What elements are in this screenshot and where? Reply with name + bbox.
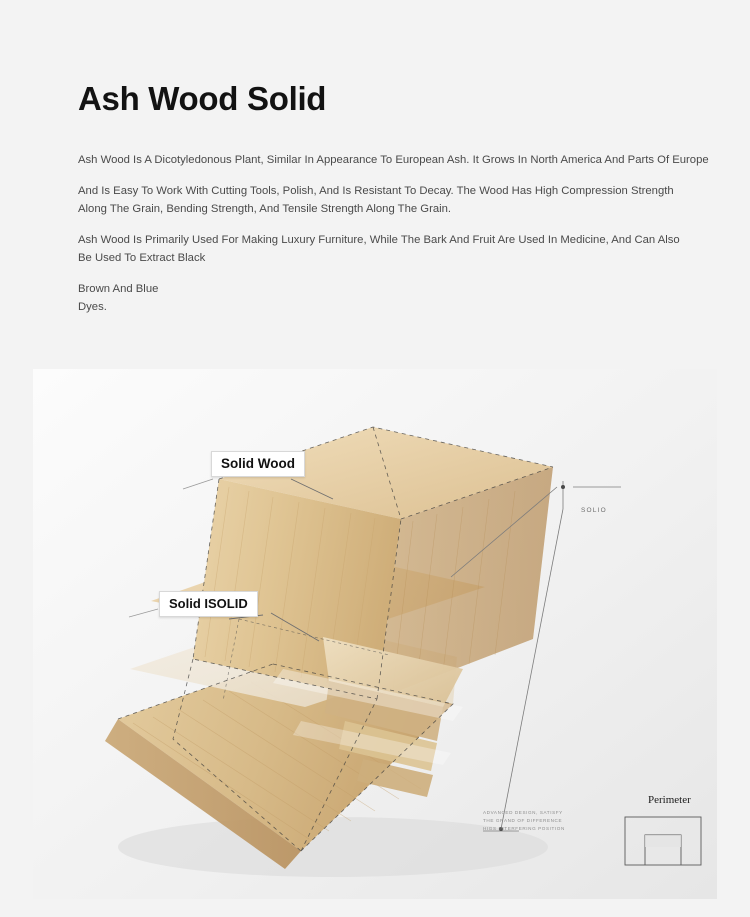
description-paragraph-1: Ash Wood Is A Dicotyledonous Plant, Similar In Appearance To European Ash. It Grows In North America And Parts Of Europe bbox=[78, 153, 709, 166]
description-paragraph-2: And Is Easy To Work With Cutting Tools, Polish, And Is Resistant To Decay. The Wood Has High Compression Strength Along The Grain, Bending Strength, And Tensile Strength Along The Grain. bbox=[78, 185, 674, 215]
figure-fine-print: ADVANCED DESIGN, SATISFY THE GRAND OF DIFFERENCE HIGS INTERFERING POSITION bbox=[483, 810, 565, 832]
figure-perimeter-label: Perimeter bbox=[648, 794, 691, 806]
callout-solid-wood: Solid Wood bbox=[211, 451, 305, 477]
callout-solid-isolid: Solid ISOLID bbox=[159, 591, 258, 617]
description-paragraph-3: Ash Wood Is Primarily Used For Making Luxury Furniture, While The Bark And Fruit Are Used In Medicine, And Can Also Be Used To Extract Black bbox=[78, 234, 680, 264]
figure-right-label: SOLIO bbox=[581, 507, 607, 514]
description-paragraph-4 bbox=[78, 281, 690, 316]
wood-joint-illustration bbox=[33, 369, 717, 899]
description-text-block bbox=[78, 80, 738, 316]
description-paragraph-4-line-1: Brown And Blue bbox=[78, 283, 159, 296]
page-title: Ash Wood Solid bbox=[78, 80, 327, 117]
description-paragraph-4-line-2: Dyes. bbox=[78, 300, 107, 313]
product-figure bbox=[33, 369, 717, 899]
